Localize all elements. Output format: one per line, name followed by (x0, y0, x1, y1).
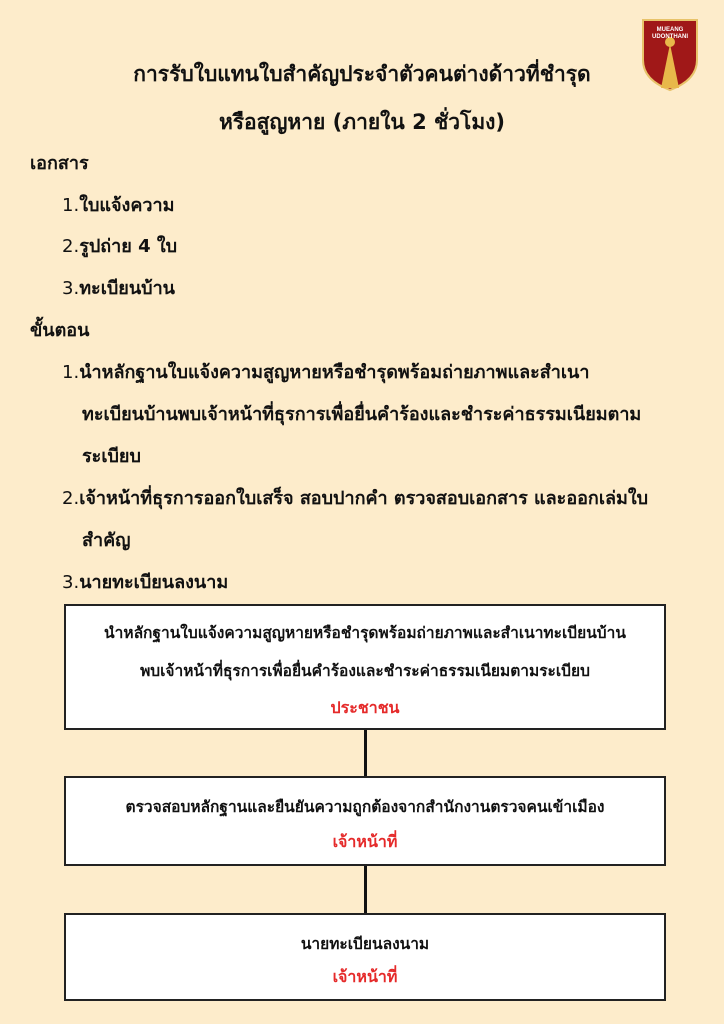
step-item (62, 357, 589, 386)
document-item (62, 231, 177, 260)
flow-box-role: เจ้าหน้าที่ (332, 967, 398, 986)
documents-heading: เอกสาร (30, 153, 89, 174)
steps-heading: ขั้นตอน (30, 320, 90, 341)
document-item-text: รูปถ่าย 4 ใบ (79, 236, 178, 257)
flow-box-verify (64, 776, 666, 866)
flow-box-sign (64, 913, 666, 1001)
step-item-continuation: ระเบียบ (82, 446, 141, 467)
step-item (62, 567, 228, 596)
flow-box-role: ประชาชน (330, 698, 400, 717)
document-item (62, 273, 175, 302)
flow-connector (364, 730, 367, 776)
document-item-text: ทะเบียนบ้าน (79, 278, 175, 299)
step-item-number: 1. (62, 362, 80, 383)
document-item (62, 190, 174, 219)
document-item-number: 3. (62, 278, 80, 299)
step-item-number: 2. (62, 488, 80, 509)
logo-text-2: UDONTHANI (652, 34, 688, 40)
document-item-number: 1. (62, 195, 80, 216)
document-item-number: 2. (62, 236, 80, 257)
step-item-text: นายทะเบียนลงนาม (79, 572, 229, 593)
flow-box-text: นายทะเบียนลงนาม (300, 935, 430, 953)
logo-text-1: MUEANG (656, 27, 684, 33)
step-item-continuation: สำคัญ (82, 530, 131, 551)
flow-box-submit (64, 604, 666, 730)
step-item-text: เจ้าหน้าที่ธุรการออกใบเสร็จ สอบปากคำ ตรวจสอบเอกสาร และออกเล่มใบ (79, 488, 649, 509)
step-item-text: นำหลักฐานใบแจ้งความสูญหายหรือชำรุดพร้อมถ่ายภาพและสำเนา (79, 362, 590, 383)
flow-box-role: เจ้าหน้าที่ (332, 832, 398, 851)
flow-box-text: พบเจ้าหน้าที่ธุรการเพื่อยื่นคำร้องและชำระค่าธรรมเนียมตามระเบียบ (140, 662, 590, 680)
page-title-line-2: หรือสูญหาย (ภายใน 2 ชั่วโมง) (218, 110, 506, 134)
flow-box-text: ตรวจสอบหลักฐานและยืนยันความถูกต้องจากสำนักงานตรวจคนเข้าเมือง (125, 798, 605, 816)
document-item-text: ใบแจ้งความ (79, 195, 175, 216)
flow-box-text: นำหลักฐานใบแจ้งความสูญหายหรือชำรุดพร้อมถ่ายภาพและสำเนาทะเบียนบ้าน (104, 624, 626, 642)
page-title-line-1: การรับใบแทนใบสำคัญประจำตัวคนต่างด้าวที่ชำรุด (133, 62, 591, 86)
step-item-continuation: ทะเบียนบ้านพบเจ้าหน้าที่ธุรการเพื่อยื่นคำร้องและชำระค่าธรรมเนียมตาม (82, 404, 642, 425)
flow-connector (364, 866, 367, 913)
step-item-number: 3. (62, 572, 80, 593)
step-item (62, 483, 648, 512)
